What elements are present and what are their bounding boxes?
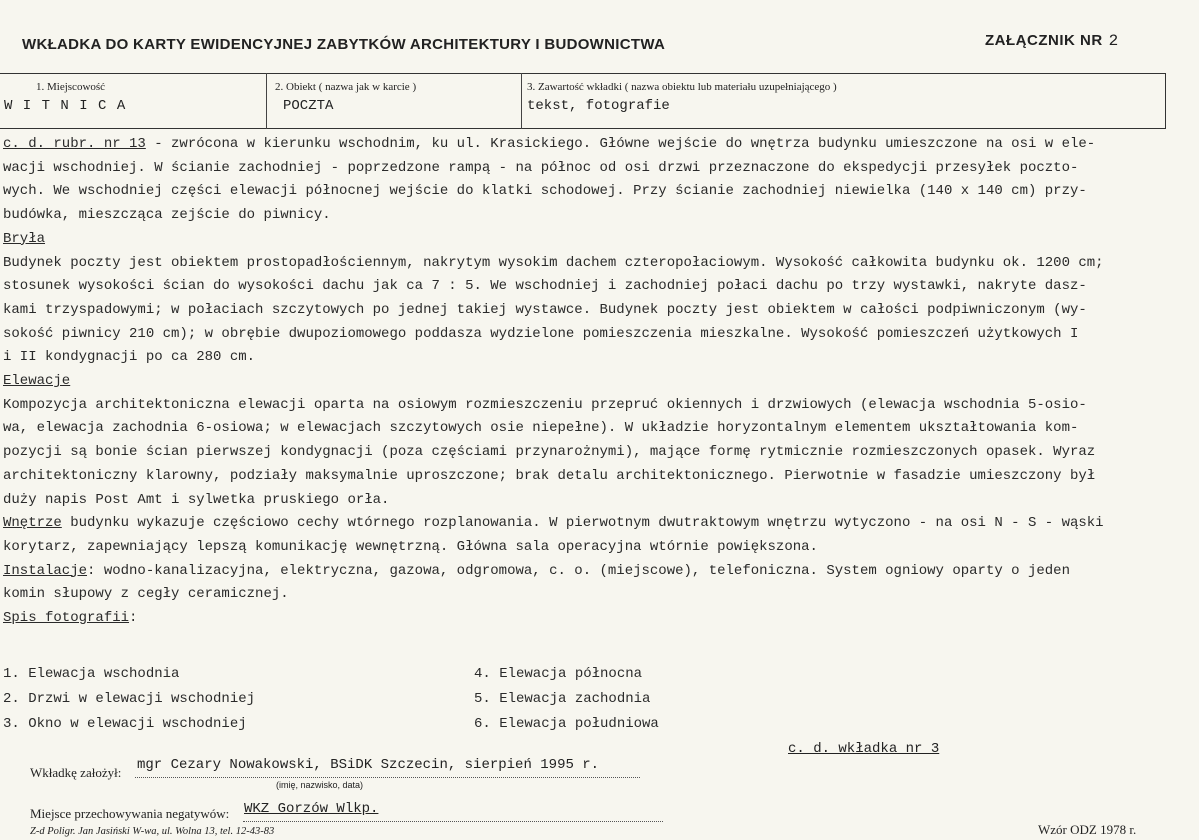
negatives-label: Miejsce przechowywania negatywów: — [30, 806, 230, 821]
column-divider — [521, 73, 522, 129]
list-item: 3. Okno w elewacji wschodniej — [3, 716, 247, 732]
list-item: 5. Elewacja zachodnia — [474, 691, 651, 707]
annex-label: ZAŁĄCZNIK NR 2 — [985, 32, 1119, 50]
column-divider — [266, 73, 267, 129]
continuation-ref: c. d. rubr. nr 13 — [3, 136, 146, 152]
locality-value: W I T N I C A — [4, 98, 127, 114]
object-value: POCZTA — [283, 98, 334, 114]
description-text: c. d. rubr. nr 13 - zwrócona w kierunku wschodnim, ku ul. Krasickiego. Główne wejście do wnętrza budynku umieszczone na osi w ele- wacji wschodniej. W ścianie zachodniej - poprzedzone rampą - na północ od osi drzwi przeznaczone do ekspedycji przesyłek poczto- wych. We wschodniej części elewacji północnej wejście do klatki schodowej. Przy ścianie zachodniej niewielka (140 x 140 cm) przy- budówka, mieszcząca zejście do piwnicy. Bryła Budynek poczty jest obiektem prostopadłościennym, nakrytym wysokim dachem czteropołaciowym. Wysokość całkowita budynku ok. 1200 cm; stosunek wysokości ścian do wysokości dachu jak ca 7 : 5. We wschodniej i zachodniej połaci dachu po trzy wystawki, nakryte dasz- kami trzyspadowymi; w połaciach szczytowych po jednej takiej wystawce. Budynek poczty jest obiektem w całości podpiwniczonym (wy- sokość piwnicy 210 cm); w obrębie dwupoziomowego poddasza wydzielone pomieszczenia mieszkalne. Wysokość pomieszczeń użytkowych I i II kondygnacji po ca 280 cm. Elewacje Kompozycja architektoniczna elewacji oparta na osiowym rozmieszczeniu przepruć okiennych i drzwiowych (elewacja wschodnia 5-osio- wa, elewacja zachodnia 6-osiowa; w elewacjach szczytowych osie niepełne). W układzie horyzontalnym elementem ukształtowania kom- pozycji są bonie ścian pierwszej kondygnacji (poza częściami przynarożnymi), mające formę rytmicznie rozmieszczonych opasek. Wyraz architektoniczny klarowny, podziały maksymalnie uproszczone; brak detalu architektonicznego. Pierwotnie w fasadzie umieszczony był duży napis Post Amt i sylwetka pruskiego orła. Wnętrze budynku wykazuje częściowo cechy wtórnego rozplanowania. W pierwotnym dwutraktowym wnętrzu wytyczono - na osi N - S - wąski korytarz, zapewniający lepszą komunikację wewnętrzną. Główna sala operacyjna wtórnie powiększona. Instalacje: wodno-kanalizacyjna, elektryczna, gazowa, odgromowa, c. o. (miejscowe), telefoniczna. System ogniowy oparty o jeden komin słupowy z cegły ceramicznej. Spis fotografii: — [3, 136, 1104, 627]
list-item: 4. Elewacja północna — [474, 666, 643, 682]
table-border-bottom — [0, 128, 1165, 129]
printer-info: Z-d Poligr. Jan Jasiński W-wa, ul. Wolna 13, tel. 12-43-83 — [30, 826, 275, 837]
photo-list-left — [3, 662, 255, 737]
table-border-top — [0, 73, 1165, 74]
founded-sublabel: (imię, nazwisko, data) — [276, 780, 364, 790]
negatives-value: WKZ Gorzów Wlkp. — [244, 801, 379, 817]
list-item: 6. Elewacja południowa — [474, 716, 659, 732]
object-label: 2. Obiekt ( nazwa jak w karcie ) — [275, 81, 417, 93]
continuation-note: c. d. wkładka nr 3 — [788, 741, 940, 757]
table-border-right — [1165, 73, 1166, 129]
contents-label: 3. Zawartość wkładki ( nazwa obiektu lub materiału uzupełniającego ) — [527, 81, 837, 93]
form-version: Wzór ODZ 1978 r. — [1038, 822, 1137, 837]
founded-label: Wkładkę założył: — [30, 765, 122, 780]
heading-spis-fotografii: Spis fotografii — [3, 610, 130, 627]
heading-bryla: Bryła — [3, 230, 46, 247]
list-item: 2. Drzwi w elewacji wschodniej — [3, 691, 256, 707]
annex-number: 2 — [1108, 32, 1119, 50]
list-item: 1. Elewacja wschodnia — [3, 666, 180, 682]
heading-elewacje: Elewacje — [3, 373, 71, 390]
contents-value: tekst, fotografie — [527, 98, 670, 114]
founded-value: mgr Cezary Nowakowski, BSiDK Szczecin, sierpień 1995 r. — [137, 757, 600, 773]
heading-wnetrze: Wnętrze — [3, 515, 62, 532]
founded-underline — [135, 777, 640, 778]
locality-label: 1. Miejscowość — [36, 81, 106, 93]
heading-instalacje: Instalacje — [3, 562, 88, 579]
document-title: WKŁADKA DO KARTY EWIDENCYJNEJ ZABYTKÓW ARCHITEKTURY I BUDOWNICTWA — [22, 36, 666, 53]
negatives-underline — [243, 821, 663, 822]
photo-list-right — [474, 662, 659, 737]
